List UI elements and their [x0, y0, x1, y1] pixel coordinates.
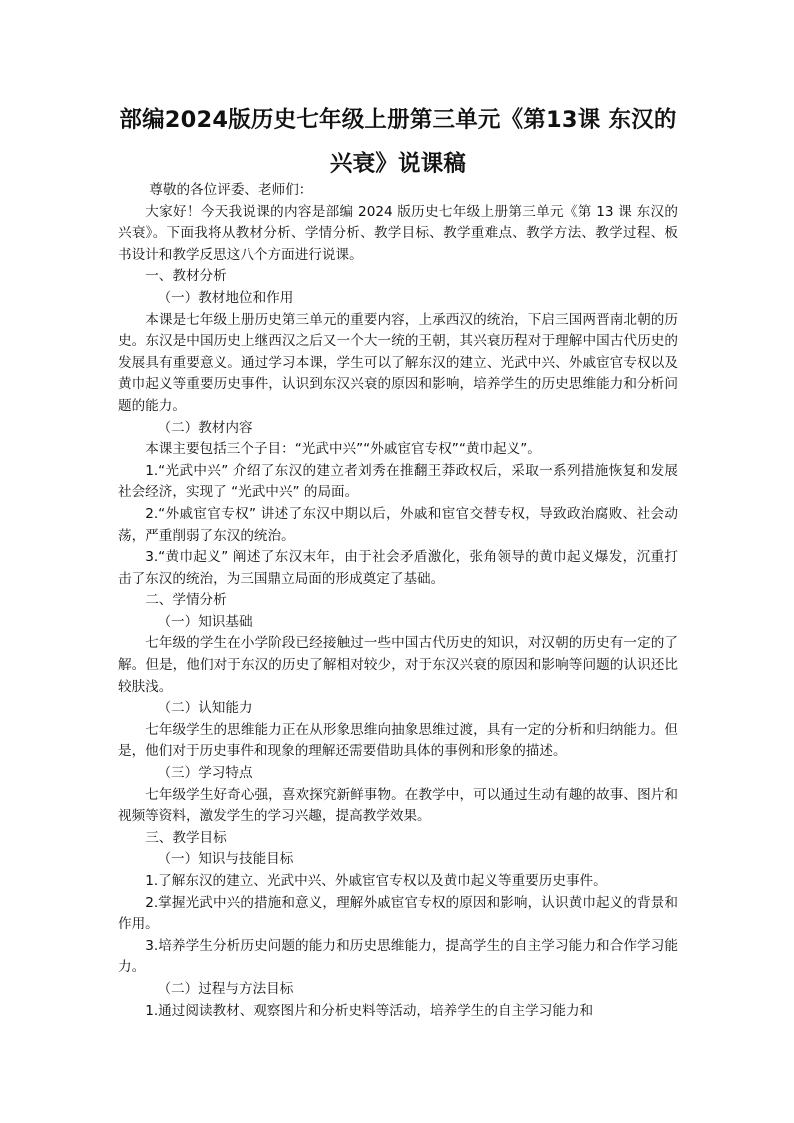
- paragraph: 本课主要包括三个子目：“光武中兴”“外戚宦官专权”“黄巾起义”。: [145, 441, 541, 458]
- paragraph: 1.通过阅读教材、观察图片和分析史料等活动，培养学生的自主学习能力和: [145, 1002, 594, 1019]
- paragraph: 3.“黄巾起义” 阐述了东汉末年，由于社会矛盾激化，张角领导的黄巾起义爆发，沉重打击了东汉的统治，为三国鼎立局面的形成奠定了基础。: [118, 549, 678, 587]
- section-heading: 一、教材分析: [145, 268, 227, 285]
- paragraph: 七年级学生好奇心强，喜欢探究新鲜事物。在教学中，可以通过生动有趣的故事、图片和视频等资料，激发学生的学习兴趣，提高教学效果。: [118, 786, 678, 825]
- subsection-heading: （二）认知能力: [157, 700, 253, 717]
- subsection-heading: （二）教材内容: [157, 419, 253, 436]
- paragraph: 大家好！今天我说课的内容是部编 2024 版历史七年级上册第三单元《第 13 课 东汉的兴衰》。下面我将从教材分析、学情分析、教学目标、教学重难点、教学方法、教学过程、板书设计和教学反思这八个方面进行说课。: [118, 203, 678, 263]
- paragraph: 2.掌握光武中兴的措施和意义，理解外戚宦官专权的原因和影响，认识黄巾起义的背景和作用。: [118, 894, 678, 933]
- section-heading: 二、学情分析: [145, 592, 227, 609]
- document-title: 部编2024版历史七年级上册第三单元《第13课 东汉的兴衰》说课稿: [119, 107, 677, 177]
- subsection-heading: （三）学习特点: [157, 765, 253, 782]
- section-heading: 三、教学目标: [145, 829, 227, 846]
- paragraph: 本课是七年级上册历史第三单元的重要内容，上承西汉的统治，下启三国两晋南北朝的历史。东汉是中国历史上继西汉之后又一个大一统的王朝，其兴衰历程对于理解中国古代历史的发展具有重要意义。通过学习本课，学生可以了解东汉的建立、光武中兴、外戚宦官专权以及黄巾起义等重要历史事件，认识到东汉兴衰的原因和影响，培养学生的历史思维能力和分析问题的能力。: [118, 311, 678, 414]
- subsection-heading: （一）知识与技能目标: [157, 851, 294, 868]
- paragraph: 1.了解东汉的建立、光武中兴、外戚宦官专权以及黄巾起义等重要历史事件。: [145, 873, 607, 889]
- paragraph: 七年级的学生在小学阶段已经接触过一些中国古代历史的知识，对汉朝的历史有一定的了解。但是，他们对于东汉的历史了解相对较少，对于东汉兴衰的原因和影响等问题的认识还比较肤浅。: [118, 635, 678, 695]
- salutation: 尊敬的各位评委、老师们：: [149, 182, 313, 198]
- subsection-heading: （二）过程与方法目标: [157, 980, 294, 997]
- paragraph: 七年级学生的思维能力正在从形象思维向抽象思维过渡，具有一定的分析和归纳能力。但是，他们对于历史事件和现象的理解还需要借助具体的事例和形象的描述。: [118, 721, 678, 760]
- paragraph: 3.培养学生分析历史问题的能力和历史思维能力，提高学生的自主学习能力和合作学习能力。: [118, 937, 678, 976]
- document-body: [118, 180, 678, 1022]
- subsection-heading: （一）知识基础: [157, 613, 253, 630]
- paragraph: 1.“光武中兴” 介绍了东汉的建立者刘秀在推翻王莽政权后，采取一系列措施恢复和发展社会经济，实现了 “光武中兴” 的局面。: [118, 462, 678, 501]
- paragraph: 2.“外戚宦官专权” 讲述了东汉中期以后，外戚和宦官交替专权，导致政治腐败、社会动荡，严重削弱了东汉的统治。: [118, 505, 678, 544]
- subsection-heading: （一）教材地位和作用: [157, 289, 294, 306]
